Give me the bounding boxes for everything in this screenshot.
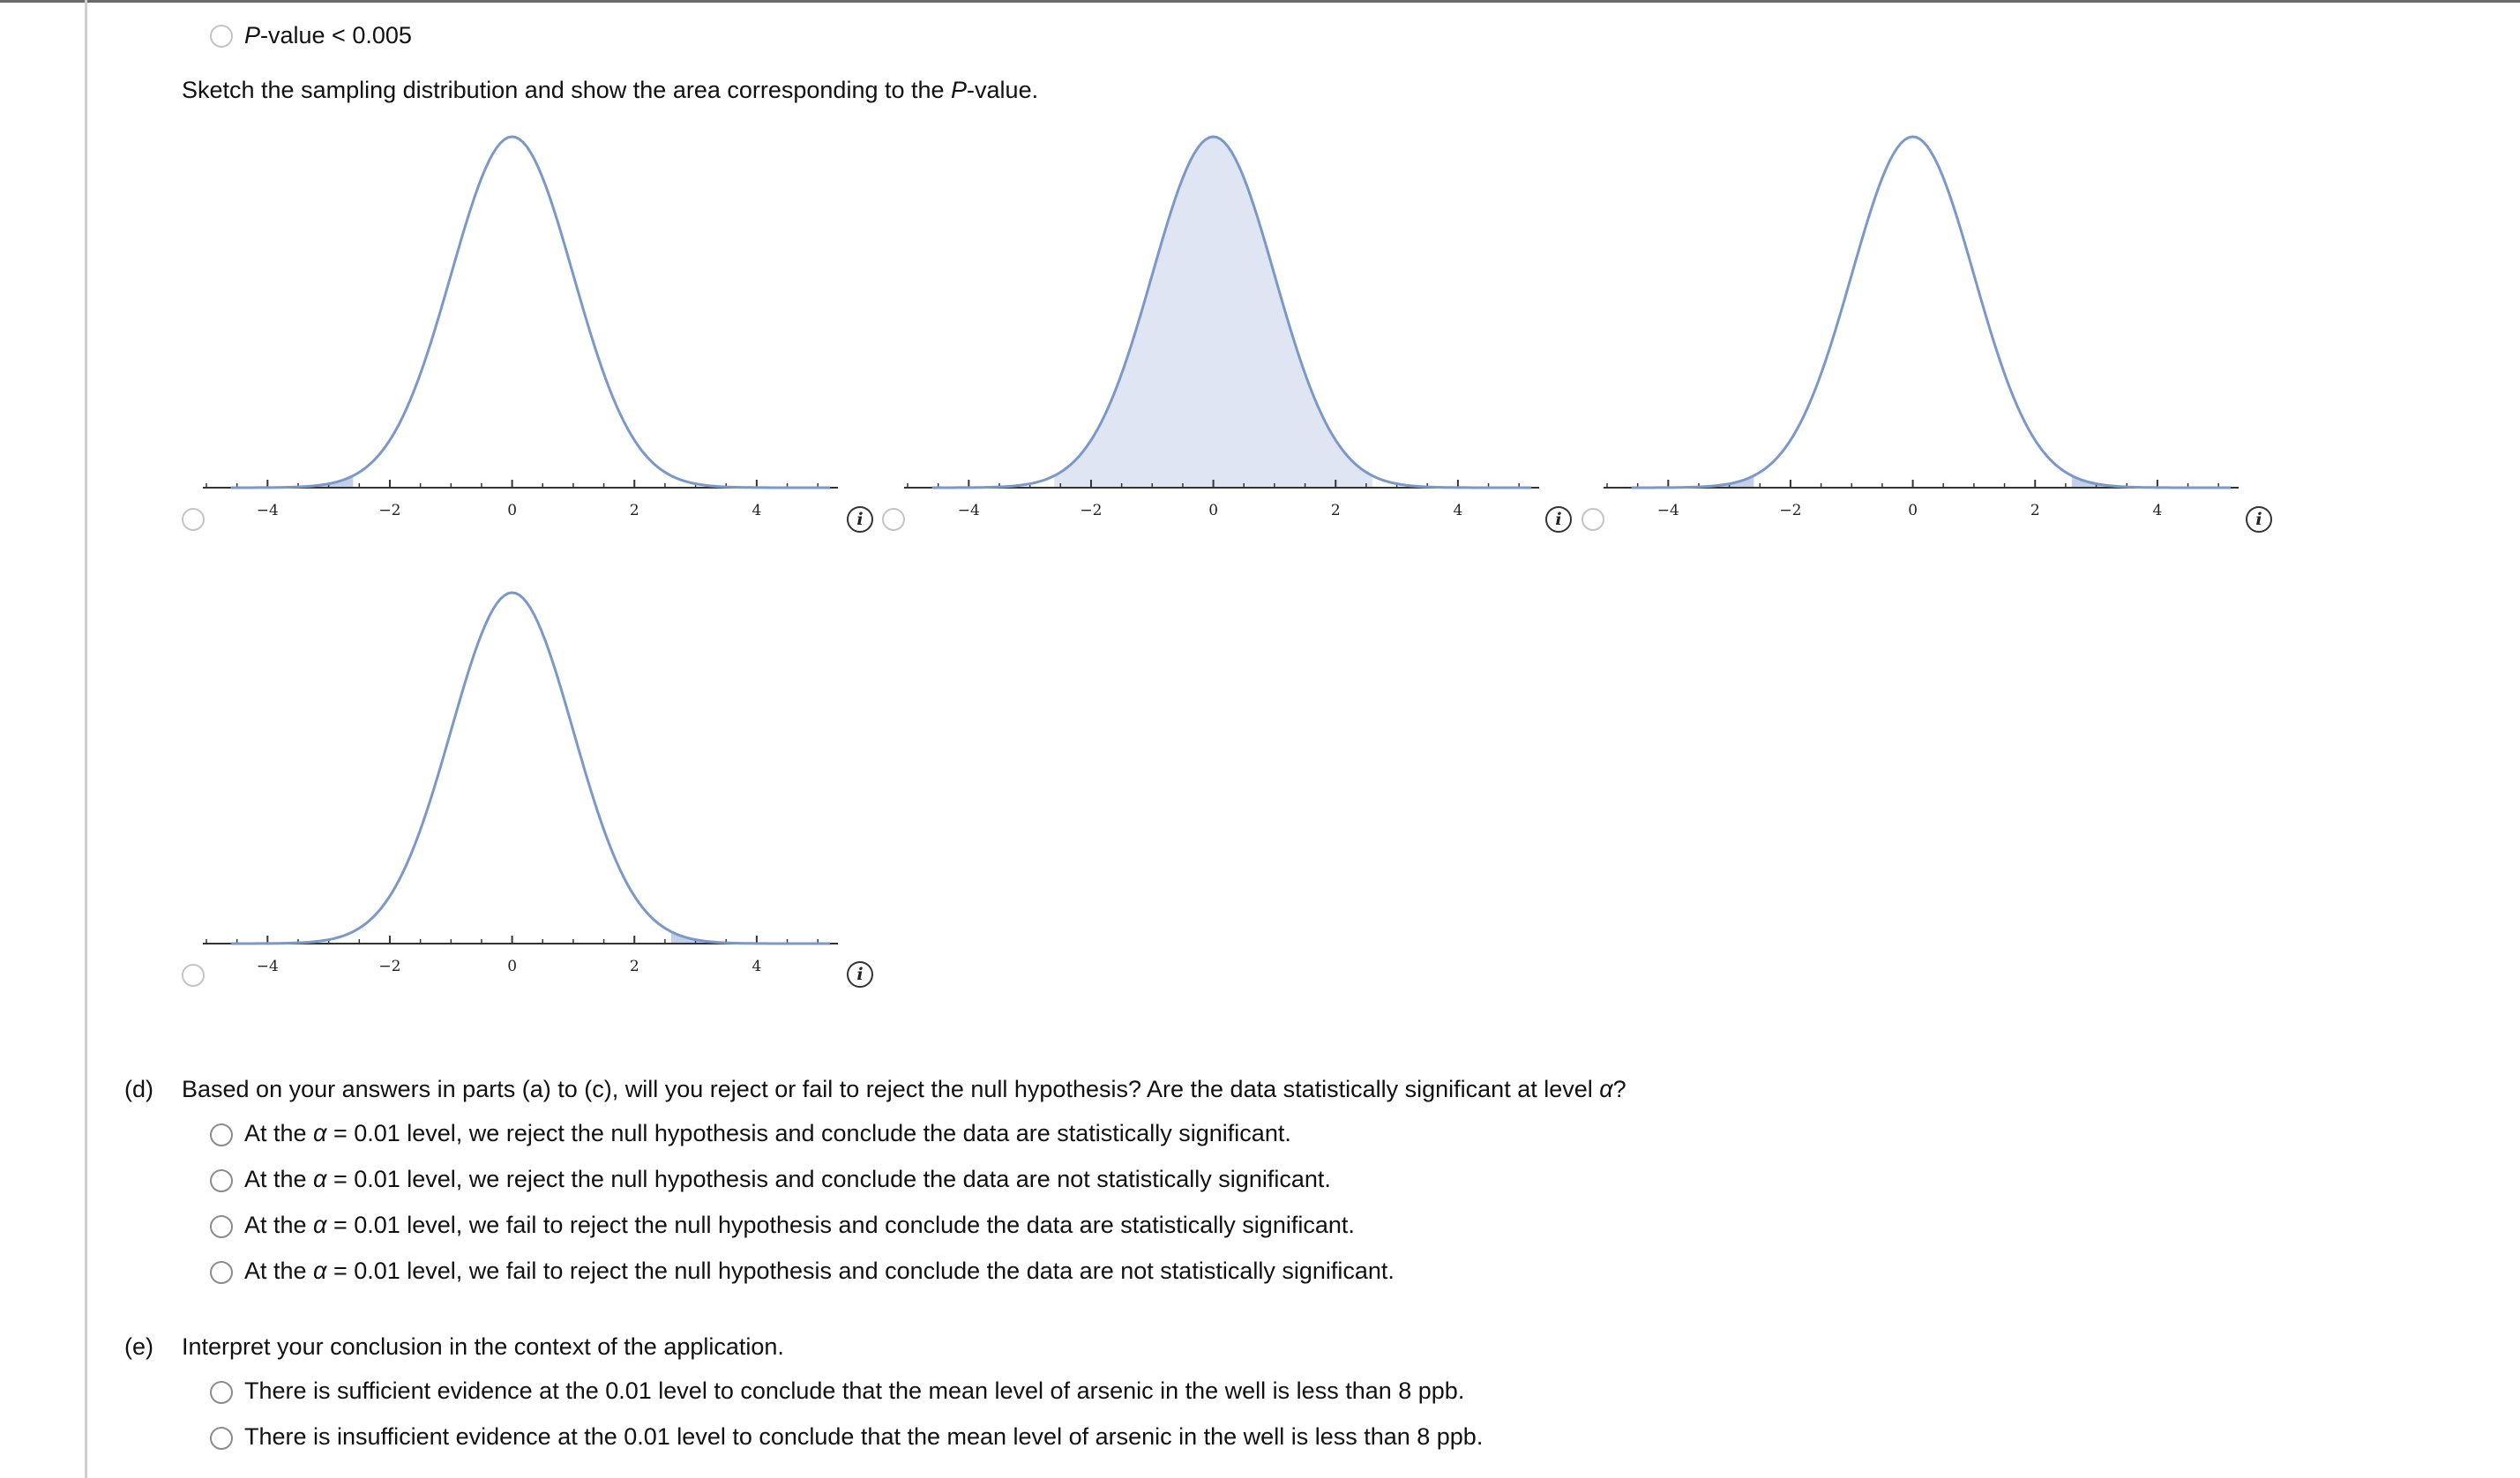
graph-option-b[interactable] (904, 123, 1539, 520)
radio-graph-d[interactable] (182, 964, 205, 987)
radio-e-option-1[interactable] (210, 1381, 233, 1404)
part-d-qmark: ? (1612, 1076, 1626, 1102)
d-option-3-label (244, 1210, 1355, 1240)
sketch-prompt-after: -value. (967, 77, 1039, 103)
d-option-4-prefix: At the (244, 1258, 314, 1284)
tick-label-1: −2 (1080, 502, 1103, 519)
radio-d-option-1[interactable] (210, 1123, 233, 1146)
tick-label-1: −2 (378, 958, 401, 975)
pvalue-option-label (244, 20, 412, 50)
part-e-label: (e) (124, 1333, 153, 1360)
d-option-2-label (244, 1164, 1331, 1194)
normal-curve (231, 593, 830, 944)
tick-label-3: 2 (629, 502, 639, 519)
part-d-label: (d) (124, 1076, 153, 1102)
tick-label-4: 4 (752, 502, 762, 519)
graph-option-d[interactable] (203, 579, 838, 976)
d-option-1-rest: = 0.01 level, we reject the null hypothesis and conclude the data are statistically significant. (326, 1120, 1291, 1146)
left-border (85, 0, 87, 1478)
normal-curve (231, 137, 830, 488)
tick-label-3: 2 (2030, 502, 2040, 519)
tick-label-1: −2 (378, 502, 401, 519)
part-e-question: Interpret your conclusion in the context of the application. (182, 1333, 784, 1360)
d-option-3-prefix: At the (244, 1212, 314, 1238)
e-option-1-label: There is sufficient evidence at the 0.01 level to conclude that the mean level of arsenic in the well is less than 8 ppb. (244, 1377, 1465, 1404)
d-option-4-rest: = 0.01 level, we fail to reject the null hypothesis and conclude the data are not statistically significant. (326, 1258, 1395, 1284)
tick-label-3: 2 (1330, 502, 1341, 519)
d-option-4-label (244, 1256, 1395, 1286)
shaded-area-0 (1054, 137, 1372, 488)
shaded-area-0 (1607, 475, 1754, 488)
info-icon[interactable]: i (2246, 506, 2272, 533)
sketch-prompt-before: Sketch the sampling distribution and show the area corresponding to the (182, 77, 952, 103)
d-option-2-rest: = 0.01 level, we reject the null hypothesis and conclude the data are not statistically significant. (326, 1166, 1331, 1192)
tick-label-3: 2 (629, 958, 639, 975)
p-italic: P (244, 22, 261, 49)
tick-label-1: −2 (1779, 502, 1802, 519)
part-d-question (182, 1074, 1626, 1104)
info-icon[interactable]: i (847, 961, 873, 988)
part-d-alpha: α (1599, 1076, 1613, 1102)
info-icon[interactable]: i (1545, 506, 1572, 533)
tick-label-0: −4 (256, 958, 279, 975)
d-option-1-prefix: At the (244, 1120, 314, 1146)
top-border (0, 0, 2520, 3)
radio-d-option-3[interactable] (210, 1215, 233, 1238)
sketch-prompt-p: P (951, 77, 968, 103)
tick-label-2: 0 (1208, 502, 1219, 519)
radio-graph-b[interactable] (882, 508, 905, 531)
tick-label-2: 0 (507, 502, 518, 519)
pvalue-option-rest: -value < 0.005 (260, 22, 412, 49)
radio-d-option-4[interactable] (210, 1261, 233, 1284)
radio-graph-a[interactable] (182, 508, 205, 531)
tick-label-4: 4 (752, 958, 762, 975)
sketch-prompt (182, 75, 1038, 105)
normal-curve (1632, 137, 2231, 488)
part-d-question-main: Based on your answers in parts (a) to (c), will you reject or fail to reject the null hypothesis? Are the data statistically significant at level (182, 1076, 1600, 1102)
info-icon[interactable]: i (847, 506, 873, 533)
d-option-3-alpha: α (313, 1212, 327, 1238)
graph-option-c[interactable] (1604, 123, 2239, 520)
d-option-3-rest: = 0.01 level, we fail to reject the null hypothesis and conclude the data are statistically significant. (326, 1212, 1355, 1238)
tick-label-2: 0 (507, 958, 518, 975)
radio-d-option-2[interactable] (210, 1169, 233, 1192)
radio-e-option-2[interactable] (210, 1427, 233, 1450)
d-option-1-label (244, 1118, 1291, 1148)
tick-label-0: −4 (1656, 502, 1679, 519)
radio-graph-c[interactable] (1582, 508, 1604, 531)
shaded-area-0 (206, 475, 353, 488)
tick-label-0: −4 (957, 502, 980, 519)
d-option-4-alpha: α (313, 1258, 327, 1284)
e-option-2-label: There is insufficient evidence at the 0.01 level to conclude that the mean level of arsenic in the well is less than 8 ppb. (244, 1423, 1484, 1450)
graph-option-a[interactable] (203, 123, 838, 520)
tick-label-0: −4 (256, 502, 279, 519)
d-option-1-alpha: α (313, 1120, 327, 1146)
tick-label-4: 4 (1453, 502, 1463, 519)
radio-pvalue-less-0005[interactable] (210, 25, 233, 48)
d-option-2-prefix: At the (244, 1166, 314, 1192)
d-option-2-alpha: α (313, 1166, 327, 1192)
tick-label-4: 4 (2152, 502, 2163, 519)
tick-label-2: 0 (1908, 502, 1918, 519)
